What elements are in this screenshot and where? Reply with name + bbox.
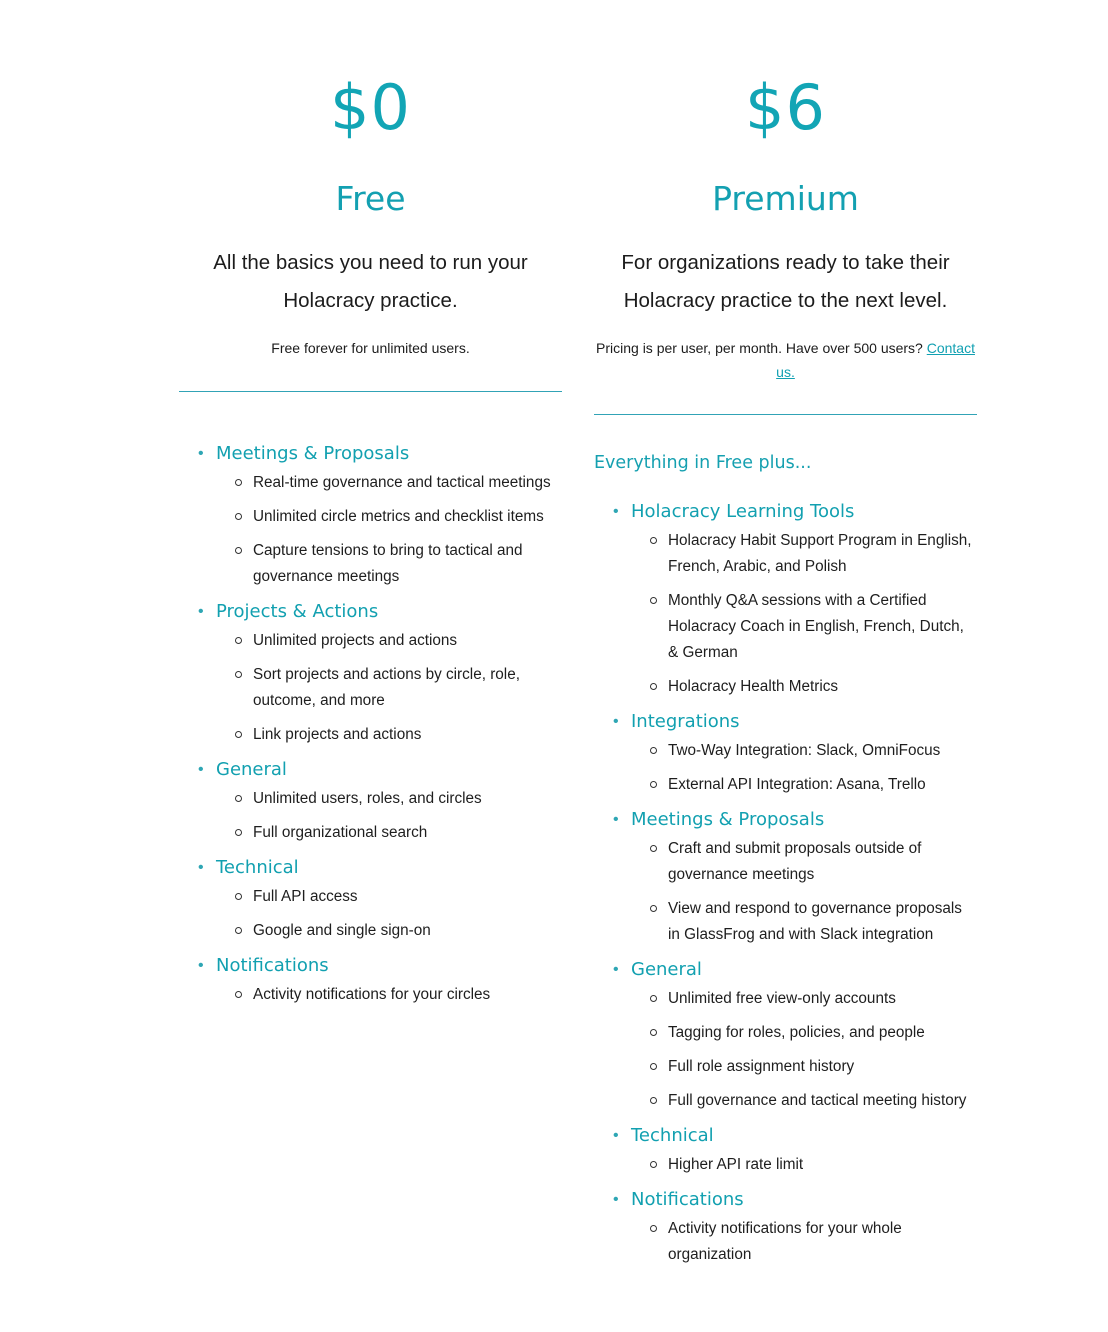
feature-item — [216, 662, 562, 714]
circle-bullet-icon — [650, 781, 657, 788]
category-bullet-icon: • — [198, 445, 204, 462]
feature-item — [631, 528, 977, 580]
category-bullet-icon: • — [613, 811, 619, 828]
plan-price: $0 — [330, 71, 411, 144]
category-title: Projects & Actions — [216, 601, 379, 622]
feature-list — [216, 786, 562, 846]
feature-text: Activity notifications for your whole organization — [668, 1220, 902, 1263]
plan-price: $6 — [745, 71, 826, 144]
category-bullet-icon: • — [613, 1127, 619, 1144]
feature-categories — [179, 440, 562, 1008]
feature-item — [216, 786, 562, 812]
category-bullet-icon: • — [198, 957, 204, 974]
feature-item — [216, 470, 562, 496]
circle-bullet-icon — [235, 479, 242, 486]
plan-divider — [594, 414, 977, 415]
feature-category-notifications — [179, 952, 562, 1008]
feature-item — [631, 836, 977, 888]
feature-text: Google and single sign-on — [253, 922, 431, 939]
circle-bullet-icon — [650, 1161, 657, 1168]
feature-list — [631, 986, 977, 1114]
category-bullet-icon: • — [613, 1191, 619, 1208]
feature-item — [216, 918, 562, 944]
plan-note-text: Pricing is per user, per month. Have over 500 users? — [596, 340, 923, 356]
feature-list — [631, 1216, 977, 1268]
plan-note-text: Free forever for unlimited users. — [271, 340, 470, 356]
feature-item — [216, 504, 562, 530]
feature-text: Unlimited projects and actions — [253, 632, 458, 649]
feature-text: Craft and submit proposals outside of governance meetings — [668, 840, 922, 883]
circle-bullet-icon — [235, 671, 242, 678]
feature-item — [631, 1216, 977, 1268]
category-title: Holacracy Learning Tools — [631, 501, 855, 522]
feature-list — [631, 836, 977, 948]
plan-divider — [179, 391, 562, 392]
circle-bullet-icon — [650, 995, 657, 1002]
category-bullet-icon: • — [198, 761, 204, 778]
feature-item — [631, 772, 977, 798]
category-bullet-icon: • — [198, 859, 204, 876]
feature-text: External API Integration: Asana, Trello — [668, 776, 926, 793]
feature-category-integrations — [594, 708, 977, 798]
circle-bullet-icon — [235, 991, 242, 998]
feature-item — [216, 628, 562, 654]
feature-text: Capture tensions to bring to tactical and governance meetings — [253, 542, 523, 585]
feature-list — [631, 1152, 977, 1178]
circle-bullet-icon — [235, 731, 242, 738]
category-title: Technical — [216, 857, 299, 878]
circle-bullet-icon — [650, 1097, 657, 1104]
feature-text: Two-Way Integration: Slack, OmniFocus — [668, 742, 941, 759]
plan-name: Free — [335, 179, 406, 218]
feature-category-holacracy-learning-tools — [594, 498, 977, 700]
plan-note — [594, 336, 977, 384]
plan-note — [179, 336, 562, 360]
feature-category-meetings-and-proposals — [594, 806, 977, 948]
feature-list — [216, 982, 562, 1008]
feature-list — [216, 470, 562, 590]
feature-category-projects-and-actions — [179, 598, 562, 748]
feature-item — [631, 1020, 977, 1046]
feature-text: Full API access — [253, 888, 358, 905]
feature-text: Activity notifications for your circles — [253, 986, 491, 1003]
feature-category-general — [179, 756, 562, 846]
circle-bullet-icon — [650, 1225, 657, 1232]
circle-bullet-icon — [650, 905, 657, 912]
feature-text: Full organizational search — [253, 824, 428, 841]
category-bullet-icon: • — [613, 961, 619, 978]
category-title: Technical — [631, 1125, 714, 1146]
feature-text: Real-time governance and tactical meetings — [253, 474, 551, 491]
category-title: Integrations — [631, 711, 740, 732]
plan-tagline: For organizations ready to take their Holacracy practice to the next level. — [621, 251, 950, 312]
feature-item — [631, 674, 977, 700]
feature-item — [631, 1088, 977, 1114]
plan-free-column — [179, 0, 562, 1016]
feature-text: Holacracy Health Metrics — [668, 678, 839, 695]
circle-bullet-icon — [235, 547, 242, 554]
circle-bullet-icon — [650, 597, 657, 604]
feature-text: Link projects and actions — [253, 726, 422, 743]
category-title: Meetings & Proposals — [631, 809, 825, 830]
feature-text: Unlimited users, roles, and circles — [253, 790, 482, 807]
category-title: Notifications — [216, 955, 329, 976]
feature-text: Holacracy Habit Support Program in English, French, Arabic, and Polish — [668, 532, 972, 575]
feature-item — [631, 1054, 977, 1080]
feature-text: Tagging for roles, policies, and people — [668, 1024, 925, 1041]
circle-bullet-icon — [235, 893, 242, 900]
circle-bullet-icon — [650, 1063, 657, 1070]
feature-item — [631, 588, 977, 666]
feature-text: Monthly Q&A sessions with a Certified Holacracy Coach in English, French, Dutch, & German — [668, 592, 964, 661]
feature-list — [631, 738, 977, 798]
feature-item — [631, 1152, 977, 1178]
feature-item — [216, 884, 562, 910]
circle-bullet-icon — [650, 537, 657, 544]
category-bullet-icon: • — [613, 503, 619, 520]
category-title: General — [631, 959, 702, 980]
feature-categories — [594, 498, 977, 1268]
feature-text: Sort projects and actions by circle, role, outcome, and more — [253, 666, 520, 709]
feature-item — [216, 820, 562, 846]
feature-item — [631, 896, 977, 948]
feature-text: Unlimited free view-only accounts — [668, 990, 896, 1007]
feature-item — [216, 538, 562, 590]
category-bullet-icon: • — [613, 713, 619, 730]
feature-category-general — [594, 956, 977, 1114]
circle-bullet-icon — [235, 927, 242, 934]
circle-bullet-icon — [235, 637, 242, 644]
feature-list — [216, 628, 562, 748]
circle-bullet-icon — [235, 513, 242, 520]
feature-text: Full role assignment history — [668, 1058, 855, 1075]
feature-category-technical — [179, 854, 562, 944]
plan-tagline: All the basics you need to run your Holacracy practice. — [213, 251, 528, 312]
circle-bullet-icon — [650, 1029, 657, 1036]
feature-category-meetings-and-proposals — [179, 440, 562, 590]
feature-item — [216, 982, 562, 1008]
feature-text: Full governance and tactical meeting history — [668, 1092, 967, 1109]
circle-bullet-icon — [650, 747, 657, 754]
feature-category-notifications — [594, 1186, 977, 1268]
feature-item — [631, 738, 977, 764]
plan-name: Premium — [712, 179, 859, 218]
feature-category-technical — [594, 1122, 977, 1178]
circle-bullet-icon — [650, 845, 657, 852]
circle-bullet-icon — [235, 795, 242, 802]
feature-text: Higher API rate limit — [668, 1156, 804, 1173]
category-title: Notifications — [631, 1189, 744, 1210]
contact-us-link[interactable]: Contact us. — [776, 340, 975, 380]
feature-list — [216, 884, 562, 944]
feature-item — [631, 986, 977, 1012]
circle-bullet-icon — [235, 829, 242, 836]
feature-text: Unlimited circle metrics and checklist items — [253, 508, 544, 525]
plan-intro: Everything in Free plus... — [594, 453, 812, 473]
circle-bullet-icon — [650, 683, 657, 690]
plan-premium-column — [594, 0, 977, 1276]
feature-item — [216, 722, 562, 748]
category-title: Meetings & Proposals — [216, 443, 410, 464]
feature-text: View and respond to governance proposals in GlassFrog and with Slack integration — [668, 900, 962, 943]
feature-list — [631, 528, 977, 700]
category-bullet-icon: • — [198, 603, 204, 620]
category-title: General — [216, 759, 287, 780]
